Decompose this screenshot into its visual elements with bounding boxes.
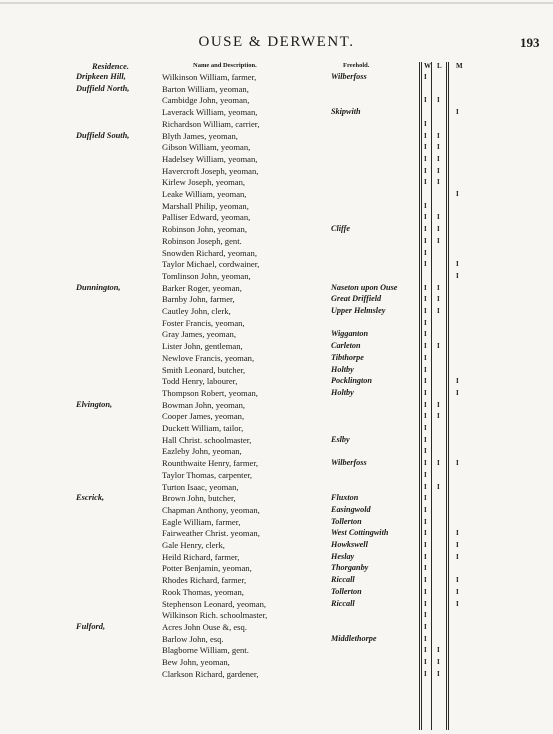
freehold-cell: Pocklington (331, 376, 372, 386)
mark-w: I (424, 236, 427, 245)
name-cell: Snowden Richard, yeoman, (162, 247, 257, 258)
name-cell: Blyth James, yeoman, (162, 130, 238, 141)
header-freehold: Freehold. (343, 62, 370, 69)
table-row (0, 517, 553, 527)
name-cell: Stephenson Leonard, yeoman, (162, 598, 267, 609)
mark-w: I (424, 424, 427, 432)
table-row (0, 575, 553, 585)
name-cell: Wilkinson Rich. schoolmaster, (162, 610, 268, 621)
freehold-cell: Upper Helmsley (331, 306, 386, 315)
mark-l: I (437, 646, 440, 655)
table-row (0, 341, 553, 351)
residence-cell: Duffield North, (76, 83, 130, 93)
mark-w: I (424, 166, 427, 175)
mark-l: I (437, 412, 440, 421)
name-cell: Palliser Edward, yeoman, (162, 212, 251, 223)
name-cell: Gibson William, yeoman, (162, 142, 251, 153)
mark-w: I (424, 622, 427, 631)
mark-w: I (424, 634, 427, 643)
mark-w: I (424, 447, 427, 456)
name-cell: Barker Roger, yeoman, (162, 282, 242, 293)
page-number: 193 (520, 35, 540, 50)
name-cell: Heild Richard, farmer, (162, 551, 240, 562)
mark-m: I (456, 190, 459, 198)
table-row (0, 95, 553, 105)
name-cell: Smith Leonard, butcher, (162, 364, 246, 375)
table-row (0, 154, 553, 164)
table-row (0, 400, 553, 410)
freehold-cell: Holtby (331, 387, 354, 397)
table-row (0, 563, 553, 573)
mark-w: I (424, 307, 427, 315)
table-row (0, 107, 553, 117)
table-row (0, 493, 553, 503)
name-cell: Taylor Thomas, carpenter, (162, 469, 253, 480)
table-row (0, 446, 553, 456)
freehold-cell: Riccall (331, 575, 355, 585)
table-row (0, 458, 553, 468)
table-row (0, 353, 553, 363)
mark-w: I (424, 576, 427, 585)
name-cell: Eazleby John, yeoman, (162, 446, 242, 457)
freehold-cell: Easingwold (331, 504, 371, 514)
mark-w: I (424, 459, 427, 468)
name-cell: Rook Thomas, yeoman, (162, 586, 244, 597)
page-title: OUSE & DERWENT. (198, 34, 355, 50)
name-cell: Duckett William, tailor, (162, 423, 244, 433)
mark-l: I (437, 342, 440, 351)
table-row (0, 411, 553, 421)
mark-m: I (456, 599, 459, 608)
table-row (0, 645, 553, 655)
mark-l: I (437, 658, 440, 666)
mark-l: I (437, 166, 440, 175)
table-row (0, 224, 553, 234)
mark-m: I (456, 388, 459, 397)
freehold-cell: Skipwith (331, 107, 361, 117)
mark-w: I (424, 611, 427, 620)
mark-m: I (456, 459, 459, 468)
mark-w: I (424, 669, 427, 678)
mark-w: I (424, 342, 427, 351)
freehold-cell: Heslay (331, 551, 355, 561)
table-row (0, 329, 553, 339)
table-row (0, 634, 553, 644)
name-cell: Tomlinson John, yeoman, (162, 270, 251, 281)
mark-m: I (456, 541, 459, 549)
table-row (0, 505, 553, 515)
mark-w: I (424, 330, 427, 339)
mark-l: I (437, 669, 440, 678)
mark-w: I (424, 353, 427, 362)
mark-w: I (424, 213, 427, 222)
residence-cell: Dunnington, (76, 282, 121, 292)
top-edge-line (0, 2, 553, 4)
mark-w: I (424, 435, 427, 444)
mark-w: I (424, 295, 427, 304)
mark-w: I (424, 318, 427, 327)
mark-l: I (437, 96, 440, 105)
mark-w: I (424, 587, 427, 596)
name-cell: Acres John Ouse &, esq. (162, 621, 247, 632)
mark-l: I (437, 143, 440, 152)
table-row (0, 119, 553, 129)
mark-m: I (456, 377, 459, 386)
table-row (0, 587, 553, 597)
mark-w: I (424, 541, 427, 549)
header-name: Name and Description. (193, 62, 257, 69)
table-row (0, 306, 553, 316)
mark-w: I (424, 412, 427, 421)
name-cell: Gray James, yeoman, (162, 329, 236, 340)
table-row (0, 423, 553, 433)
mark-m: I (456, 576, 459, 585)
table-row (0, 552, 553, 562)
name-cell: Potter Benjamin, yeoman, (162, 563, 252, 574)
mark-w: I (424, 377, 427, 386)
table-row (0, 599, 553, 609)
mark-l: I (437, 459, 440, 468)
name-cell: Turton Isaac, yeoman, (162, 481, 239, 492)
freehold-cell: Tibthorpe (331, 352, 364, 362)
table-row (0, 189, 553, 199)
mark-m: I (456, 260, 459, 269)
table-row (0, 201, 553, 211)
name-cell: Bew John, yeoman, (162, 657, 230, 667)
mark-w: I (424, 201, 427, 210)
name-cell: Marshall Philip, yeoman, (162, 200, 249, 211)
mark-l: I (437, 307, 440, 315)
table-row (0, 365, 553, 375)
name-cell: Kirlew Joseph, yeoman, (162, 177, 246, 188)
mark-w: I (424, 154, 427, 163)
table-row (0, 283, 553, 293)
header-col-l: L (437, 62, 442, 70)
name-cell: Wilkinson William, farmer, (162, 72, 257, 82)
freehold-cell: Wilberfoss (331, 72, 367, 81)
name-cell: Bowman John, yeoman, (162, 399, 246, 410)
table-row (0, 259, 553, 269)
name-cell: Robinson John, yeoman, (162, 224, 247, 235)
freehold-cell: Wigganton (331, 329, 369, 339)
mark-w: I (424, 365, 427, 374)
table-row (0, 669, 553, 679)
mark-w: I (424, 482, 427, 491)
mark-w: I (424, 96, 427, 105)
mark-w: I (424, 283, 427, 292)
mark-w: I (424, 470, 427, 479)
table-row (0, 294, 553, 304)
name-cell: Foster Francis, yeoman, (162, 317, 245, 328)
name-cell: Barton William, yeoman, (162, 83, 249, 94)
mark-w: I (424, 505, 427, 514)
mark-m: I (456, 108, 459, 117)
mark-w: I (424, 552, 427, 561)
freehold-cell: Great Driffield (331, 294, 382, 304)
freehold-cell: Fluxton (331, 493, 359, 503)
mark-w: I (424, 517, 427, 526)
residence-cell: Dripkeen Hill, (76, 72, 126, 81)
freehold-cell: Eslby (331, 434, 350, 444)
freehold-cell: Howkswell (331, 540, 368, 549)
mark-m: I (456, 529, 459, 538)
name-cell: Lister John, gentleman, (162, 341, 243, 352)
mark-w: I (424, 119, 427, 128)
table-row (0, 388, 553, 398)
mark-w: I (424, 400, 427, 409)
mark-l: I (437, 225, 440, 234)
name-cell: Rhodes Richard, farmer, (162, 575, 247, 586)
table-row (0, 622, 553, 632)
name-cell: Laverack William, yeoman, (162, 107, 258, 118)
table-row (0, 657, 553, 667)
table-row (0, 236, 553, 246)
mark-w: I (424, 131, 427, 140)
name-cell: Thompson Robert, yeoman, (162, 387, 258, 398)
name-cell: Fairweather Christ. yeoman, (162, 528, 260, 539)
table-row (0, 610, 553, 620)
mark-w: I (424, 225, 427, 234)
mark-l: I (437, 178, 440, 187)
table-row (0, 435, 553, 445)
name-cell: Barnby John, farmer, (162, 294, 235, 305)
table-row (0, 482, 553, 492)
mark-l: I (437, 131, 440, 140)
mark-w: I (424, 260, 427, 269)
mark-w: I (424, 529, 427, 538)
mark-l: I (437, 236, 440, 245)
name-cell: Barlow John, esq. (162, 633, 224, 644)
mark-w: I (424, 73, 427, 81)
name-cell: Cautley John, clerk, (162, 306, 231, 316)
name-cell: Todd Henry, labourer, (162, 376, 238, 387)
freehold-cell: West Cottingwith (331, 528, 389, 538)
table-row (0, 318, 553, 328)
name-cell: Taylor Michael, cordwainer, (162, 259, 260, 270)
table-row (0, 142, 553, 152)
table-row (0, 84, 553, 94)
name-cell: Cambidge John, yeoman, (162, 95, 250, 106)
mark-w: I (424, 178, 427, 187)
freehold-cell: Riccall (331, 598, 355, 608)
residence-cell: Elvington, (76, 399, 113, 409)
freehold-cell: Thorganby (331, 563, 369, 573)
name-cell: Leake William, yeoman, (162, 189, 247, 199)
mark-l: I (437, 482, 440, 491)
header-col-m: M (456, 62, 463, 70)
mark-w: I (424, 599, 427, 608)
residence-cell: Fulford, (76, 621, 106, 631)
table-row (0, 177, 553, 187)
freehold-cell: Naseton upon Ouse (331, 282, 398, 292)
table-row (0, 376, 553, 386)
mark-l: I (437, 213, 440, 222)
mark-w: I (424, 658, 427, 666)
mark-w: I (424, 388, 427, 397)
name-cell: Hadelsey William, yeoman, (162, 153, 258, 164)
mark-m: I (456, 587, 459, 596)
name-cell: Cooper James, yeoman, (162, 411, 245, 422)
freehold-cell: Cliffe (331, 224, 350, 234)
name-cell: Havercroft Joseph, yeoman, (162, 165, 259, 176)
mark-l: I (437, 295, 440, 304)
name-cell: Rounthwaite Henry, farmer, (162, 458, 258, 469)
freehold-cell: Holtby (331, 364, 354, 374)
name-cell: Eagle William, farmer, (162, 516, 241, 527)
residence-cell: Duffield South, (76, 130, 130, 140)
name-cell: Richardson William, carrier, (162, 118, 260, 129)
table-row (0, 72, 553, 82)
table-row (0, 470, 553, 480)
table-row (0, 131, 553, 141)
table-row (0, 166, 553, 176)
name-cell: Gale Henry, clerk, (162, 540, 225, 550)
freehold-cell: Carleton (331, 341, 361, 351)
freehold-cell: Wilberfoss (331, 458, 367, 468)
mark-w: I (424, 564, 427, 573)
name-cell: Robinson Joseph, gent. (162, 235, 242, 246)
mark-w: I (424, 248, 427, 257)
name-cell: Clarkson Richard, gardener, (162, 668, 259, 679)
table-row (0, 248, 553, 258)
mark-w: I (424, 143, 427, 152)
freehold-cell: Tollerton (331, 586, 362, 596)
table-row (0, 271, 553, 281)
mark-w: I (424, 646, 427, 655)
freehold-cell: Middlethorpe (331, 633, 377, 643)
mark-m: I (456, 552, 459, 561)
freehold-cell: Tollerton (331, 516, 362, 526)
name-cell: Newlove Francis, yeoman, (162, 352, 255, 363)
table-row (0, 212, 553, 222)
residence-cell: Escrick, (76, 493, 105, 503)
name-cell: Blagborne William, gent. (162, 645, 249, 656)
mark-l: I (437, 154, 440, 163)
table-row (0, 540, 553, 550)
mark-l: I (437, 400, 440, 409)
header-col-w: W (424, 62, 431, 70)
name-cell: Brown John, butcher, (162, 493, 236, 504)
mark-m: I (456, 271, 459, 280)
table-row (0, 528, 553, 538)
mark-l: I (437, 283, 440, 292)
name-cell: Chapman Anthony, yeoman, (162, 504, 260, 515)
mark-w: I (424, 494, 427, 503)
header-residence: Residence. (92, 62, 129, 71)
name-cell: Hall Christ. schoolmaster, (162, 434, 252, 445)
